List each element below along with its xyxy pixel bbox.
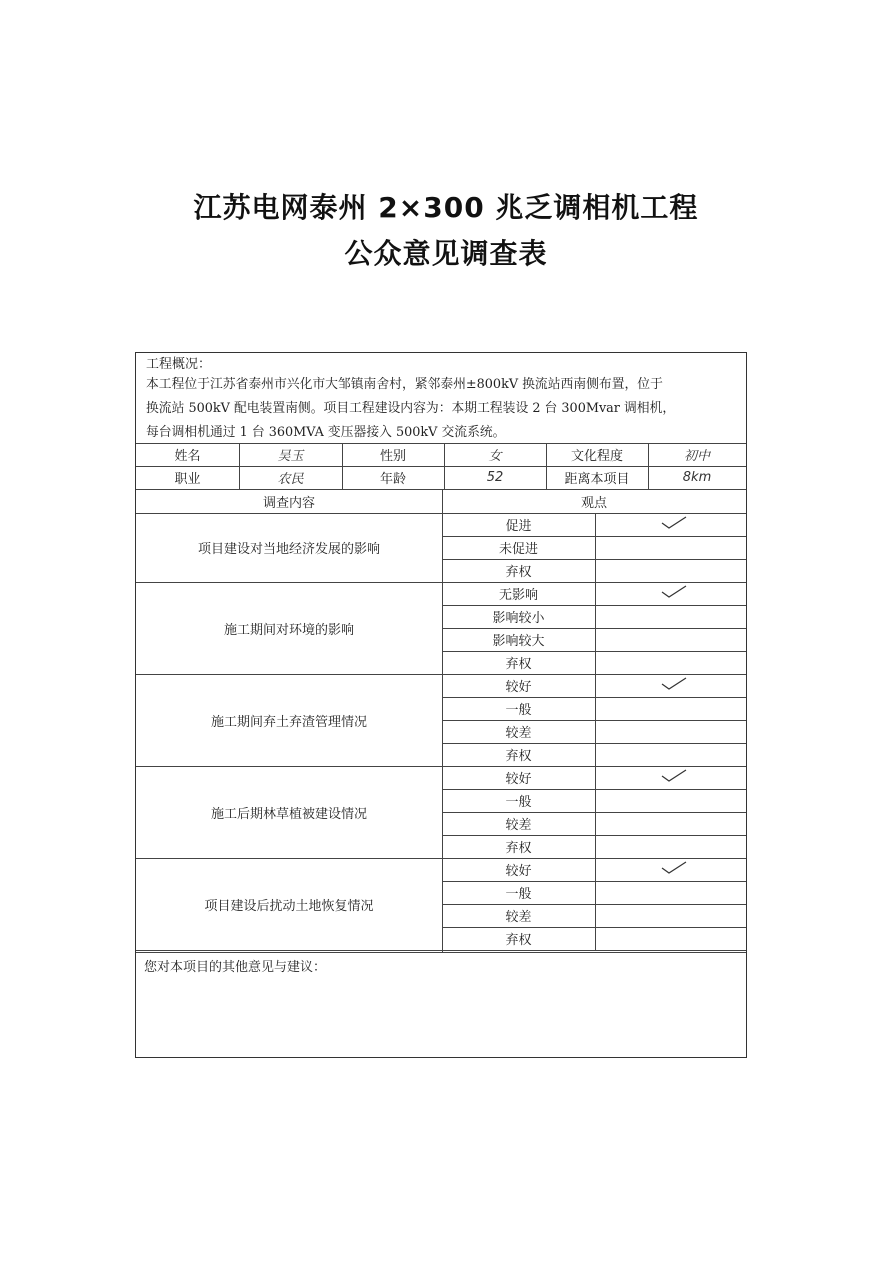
survey-mark-cell[interactable]: [595, 766, 746, 789]
survey-mark-cell[interactable]: [595, 513, 746, 536]
age-value: 52: [486, 470, 504, 485]
survey-option: 弃权: [505, 565, 532, 580]
checkmark-icon: [661, 768, 687, 782]
survey-mark-cell[interactable]: [595, 674, 746, 697]
survey-mark-cell[interactable]: [595, 697, 746, 720]
survey-option: 无影响: [498, 588, 538, 603]
header-opinion: 观点: [580, 495, 607, 511]
survey-option: 较好: [505, 680, 532, 695]
survey-mark-cell[interactable]: [595, 582, 746, 605]
survey-mark-cell[interactable]: [595, 881, 746, 904]
survey-mark-cell[interactable]: [595, 789, 746, 812]
survey-option: 弃权: [505, 841, 532, 856]
survey-option: 未促进: [498, 542, 538, 557]
survey-form: [135, 352, 747, 1058]
education-label: 文化程度: [570, 449, 623, 464]
survey-mark-cell[interactable]: [595, 927, 746, 950]
survey-mark-cell[interactable]: [595, 720, 746, 743]
survey-option: 较好: [505, 864, 532, 879]
name-label: 姓名: [174, 449, 201, 464]
other-opinions-area[interactable]: [144, 983, 738, 1049]
job-value: 农民: [277, 472, 304, 487]
overview-line-1: 本工程位于江苏省泰州市兴化市大邹镇南舍村，紧邻泰州±800kV 换流站西南侧布置，位于: [146, 377, 663, 392]
survey-mark-cell[interactable]: [595, 904, 746, 927]
checkmark-icon: [661, 515, 687, 529]
survey-option: 促进: [505, 519, 532, 534]
other-opinions-label: 您对本项目的其他意见与建议：: [144, 960, 327, 975]
survey-topic: 施工期间对环境的影响: [223, 622, 354, 638]
checkmark-icon: [661, 860, 687, 874]
survey-mark-cell[interactable]: [595, 536, 746, 559]
survey-option: 一般: [505, 795, 532, 810]
overview-line-3: 每台调相机通过 1 台 360MVA 变压器接入 500kV 交流系统。: [146, 425, 506, 440]
distance-value: 8km: [682, 470, 712, 485]
survey-option: 弃权: [505, 749, 532, 764]
name-value: 吴玉: [277, 449, 304, 464]
survey-option: 影响较大: [492, 634, 545, 649]
survey-mark-cell[interactable]: [595, 651, 746, 674]
survey-mark-cell[interactable]: [595, 628, 746, 651]
survey-option: 一般: [505, 887, 532, 902]
education-value: 初中: [683, 449, 710, 464]
survey-mark-cell[interactable]: [595, 559, 746, 582]
survey-option: 较差: [505, 910, 532, 925]
gender-label: 性别: [379, 449, 406, 464]
overview-line-2: 换流站 500kV 配电装置南侧。项目工程建设内容为：本期工程装设 2 台 300Mvar 调相机，: [146, 401, 676, 416]
title-line-1: 江苏电网泰州 2×300 兆乏调相机工程: [193, 191, 699, 224]
survey-topic: 施工后期林草植被建设情况: [210, 806, 367, 822]
survey-option: 一般: [505, 703, 532, 718]
checkmark-icon: [661, 676, 687, 690]
survey-mark-cell[interactable]: [595, 858, 746, 881]
survey-option: 较差: [505, 818, 532, 833]
survey-mark-cell[interactable]: [595, 605, 746, 628]
gender-value: 女: [488, 449, 502, 464]
survey-option: 弃权: [505, 933, 532, 948]
survey-option: 较差: [505, 726, 532, 741]
checkmark-icon: [661, 584, 687, 598]
header-content: 调查内容: [262, 495, 315, 511]
survey-topic: 施工期间弃土弃渣管理情况: [210, 714, 367, 730]
survey-topic: 项目建设后扰动土地恢复情况: [204, 898, 374, 914]
distance-label: 距离本项目: [564, 472, 630, 487]
survey-option: 较好: [505, 772, 532, 787]
survey-mark-cell[interactable]: [595, 835, 746, 858]
survey-topic: 项目建设对当地经济发展的影响: [197, 542, 380, 557]
survey-mark-cell[interactable]: [595, 743, 746, 766]
title-line-2: 公众意见调查表: [344, 237, 548, 270]
job-label: 职业: [174, 472, 201, 487]
survey-option: 影响较小: [492, 611, 545, 626]
survey-mark-cell[interactable]: [595, 812, 746, 835]
survey-option: 弃权: [505, 657, 532, 672]
overview-label: 工程概况：: [146, 357, 212, 372]
age-label: 年龄: [379, 472, 406, 487]
